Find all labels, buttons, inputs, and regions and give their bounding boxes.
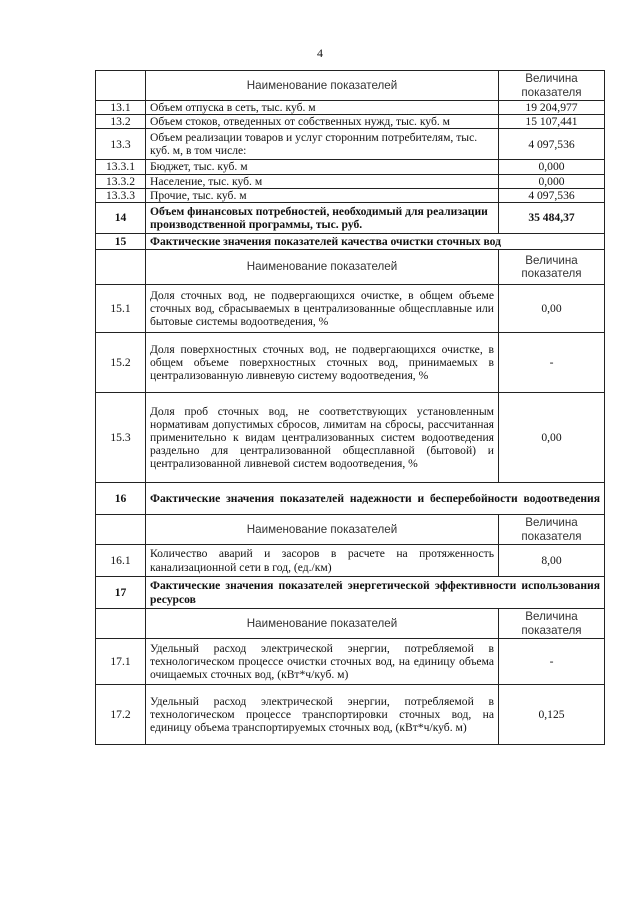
table-row bbox=[96, 285, 605, 333]
table-row bbox=[96, 101, 605, 115]
row-num: 15.2 bbox=[96, 333, 146, 393]
header-num-cell bbox=[96, 515, 146, 545]
table-row bbox=[96, 203, 605, 234]
section-title-row bbox=[96, 234, 605, 250]
row-value: 0,00 bbox=[499, 285, 605, 333]
table-row bbox=[96, 129, 605, 160]
row-name: Доля сточных вод, не подвергающихся очистке, в общем объеме сточных вод, сбрасываемых в централизованные общесплавные или бытовые системы водоотведения, % bbox=[146, 285, 499, 333]
row-value: 19 204,977 bbox=[499, 101, 605, 115]
header-name-cell: Наименование показателей bbox=[146, 71, 499, 101]
table-row bbox=[96, 188, 605, 202]
row-value: 0,125 bbox=[499, 685, 605, 745]
row-name: Доля проб сточных вод, не соответствующих установленным нормативам допустимых сбросов, лимитам на сбросы, рассчитанная применительно к видам централизованных систем водоотведения раздельно для централизованной общесплавной (бытовой) и централизованной ливневой систем водоотведения, % bbox=[146, 393, 499, 483]
table-row bbox=[96, 685, 605, 745]
row-name: Население, тыс. куб. м bbox=[146, 174, 499, 188]
row-num: 15.1 bbox=[96, 285, 146, 333]
row-name: Удельный расход электрической энергии, потребляемой в технологическом процессе очистки сточных вод, на единицу объема очищаемых сточных вод, (кВт*ч/куб. м) bbox=[146, 639, 499, 685]
section-title: Фактические значения показателей энергетической эффективности использования ресурсов bbox=[146, 577, 605, 609]
table-row bbox=[96, 174, 605, 188]
section-num: 16 bbox=[96, 483, 146, 515]
row-value: 0,00 bbox=[499, 393, 605, 483]
page-number: 4 bbox=[317, 46, 323, 60]
section-title: Фактические значения показателей качества очистки сточных вод bbox=[146, 234, 605, 250]
row-num: 16.1 bbox=[96, 545, 146, 577]
section-num: 15 bbox=[96, 234, 146, 250]
row-name: Количество аварий и засоров в расчете на протяженность канализационной сети в год, (ед./км) bbox=[146, 545, 499, 577]
row-value: 4 097,536 bbox=[499, 129, 605, 160]
row-value: 35 484,37 bbox=[499, 203, 605, 234]
table-row bbox=[96, 639, 605, 685]
table-header-row bbox=[96, 515, 605, 545]
row-name: Объем финансовых потребностей, необходимый для реализации производственной программы, тыс. руб. bbox=[146, 203, 499, 234]
row-value: 0,000 bbox=[499, 160, 605, 174]
table-row bbox=[96, 115, 605, 129]
header-value-cell: Величина показателя bbox=[499, 71, 605, 101]
row-num: 17.2 bbox=[96, 685, 146, 745]
row-value: 4 097,536 bbox=[499, 188, 605, 202]
row-name: Объем реализации товаров и услуг сторонним потребителям, тыс. куб. м, в том числе: bbox=[146, 129, 499, 160]
row-name: Объем стоков, отведенных от собственных нужд, тыс. куб. м bbox=[146, 115, 499, 129]
row-value: - bbox=[499, 639, 605, 685]
table-row bbox=[96, 333, 605, 393]
section-title-row bbox=[96, 483, 605, 515]
row-name: Доля поверхностных сточных вод, не подвергающихся очистке, в общем объеме поверхностных сточных вод, принимаемых в централизованную ливневую систему водоотведения, % bbox=[146, 333, 499, 393]
row-num: 14 bbox=[96, 203, 146, 234]
row-name: Объем отпуска в сеть, тыс. куб. м bbox=[146, 101, 499, 115]
header-value-cell: Величина показателя bbox=[499, 515, 605, 545]
header-value-cell: Величина показателя bbox=[499, 250, 605, 285]
row-name: Бюджет, тыс. куб. м bbox=[146, 160, 499, 174]
table-header-row bbox=[96, 71, 605, 101]
row-num: 13.3 bbox=[96, 129, 146, 160]
table-header-row bbox=[96, 609, 605, 639]
header-value-cell: Величина показателя bbox=[499, 609, 605, 639]
header-num-cell bbox=[96, 71, 146, 101]
header-name-cell: Наименование показателей bbox=[146, 609, 499, 639]
row-num: 13.3.3 bbox=[96, 188, 146, 202]
row-num: 17.1 bbox=[96, 639, 146, 685]
header-name-cell: Наименование показателей bbox=[146, 515, 499, 545]
row-value: 8,00 bbox=[499, 545, 605, 577]
table-row bbox=[96, 545, 605, 577]
row-num: 13.3.1 bbox=[96, 160, 146, 174]
row-value: 15 107,441 bbox=[499, 115, 605, 129]
section-num: 17 bbox=[96, 577, 146, 609]
row-name: Удельный расход электрической энергии, потребляемой в технологическом процессе транспортировки сточных вод, на единицу объема транспортируемых сточных вод, (кВт*ч/куб. м) bbox=[146, 685, 499, 745]
section-title: Фактические значения показателей надежности и бесперебойности водоотведения bbox=[146, 483, 605, 515]
section-title-row bbox=[96, 577, 605, 609]
table-row bbox=[96, 160, 605, 174]
header-name-cell: Наименование показателей bbox=[146, 250, 499, 285]
row-num: 15.3 bbox=[96, 393, 146, 483]
row-value: - bbox=[499, 333, 605, 393]
row-num: 13.1 bbox=[96, 101, 146, 115]
row-num: 13.3.2 bbox=[96, 174, 146, 188]
row-value: 0,000 bbox=[499, 174, 605, 188]
header-num-cell bbox=[96, 609, 146, 639]
indicators-table bbox=[95, 70, 605, 745]
row-name: Прочие, тыс. куб. м bbox=[146, 188, 499, 202]
table-header-row bbox=[96, 250, 605, 285]
header-num-cell bbox=[96, 250, 146, 285]
row-num: 13.2 bbox=[96, 115, 146, 129]
table-row bbox=[96, 393, 605, 483]
